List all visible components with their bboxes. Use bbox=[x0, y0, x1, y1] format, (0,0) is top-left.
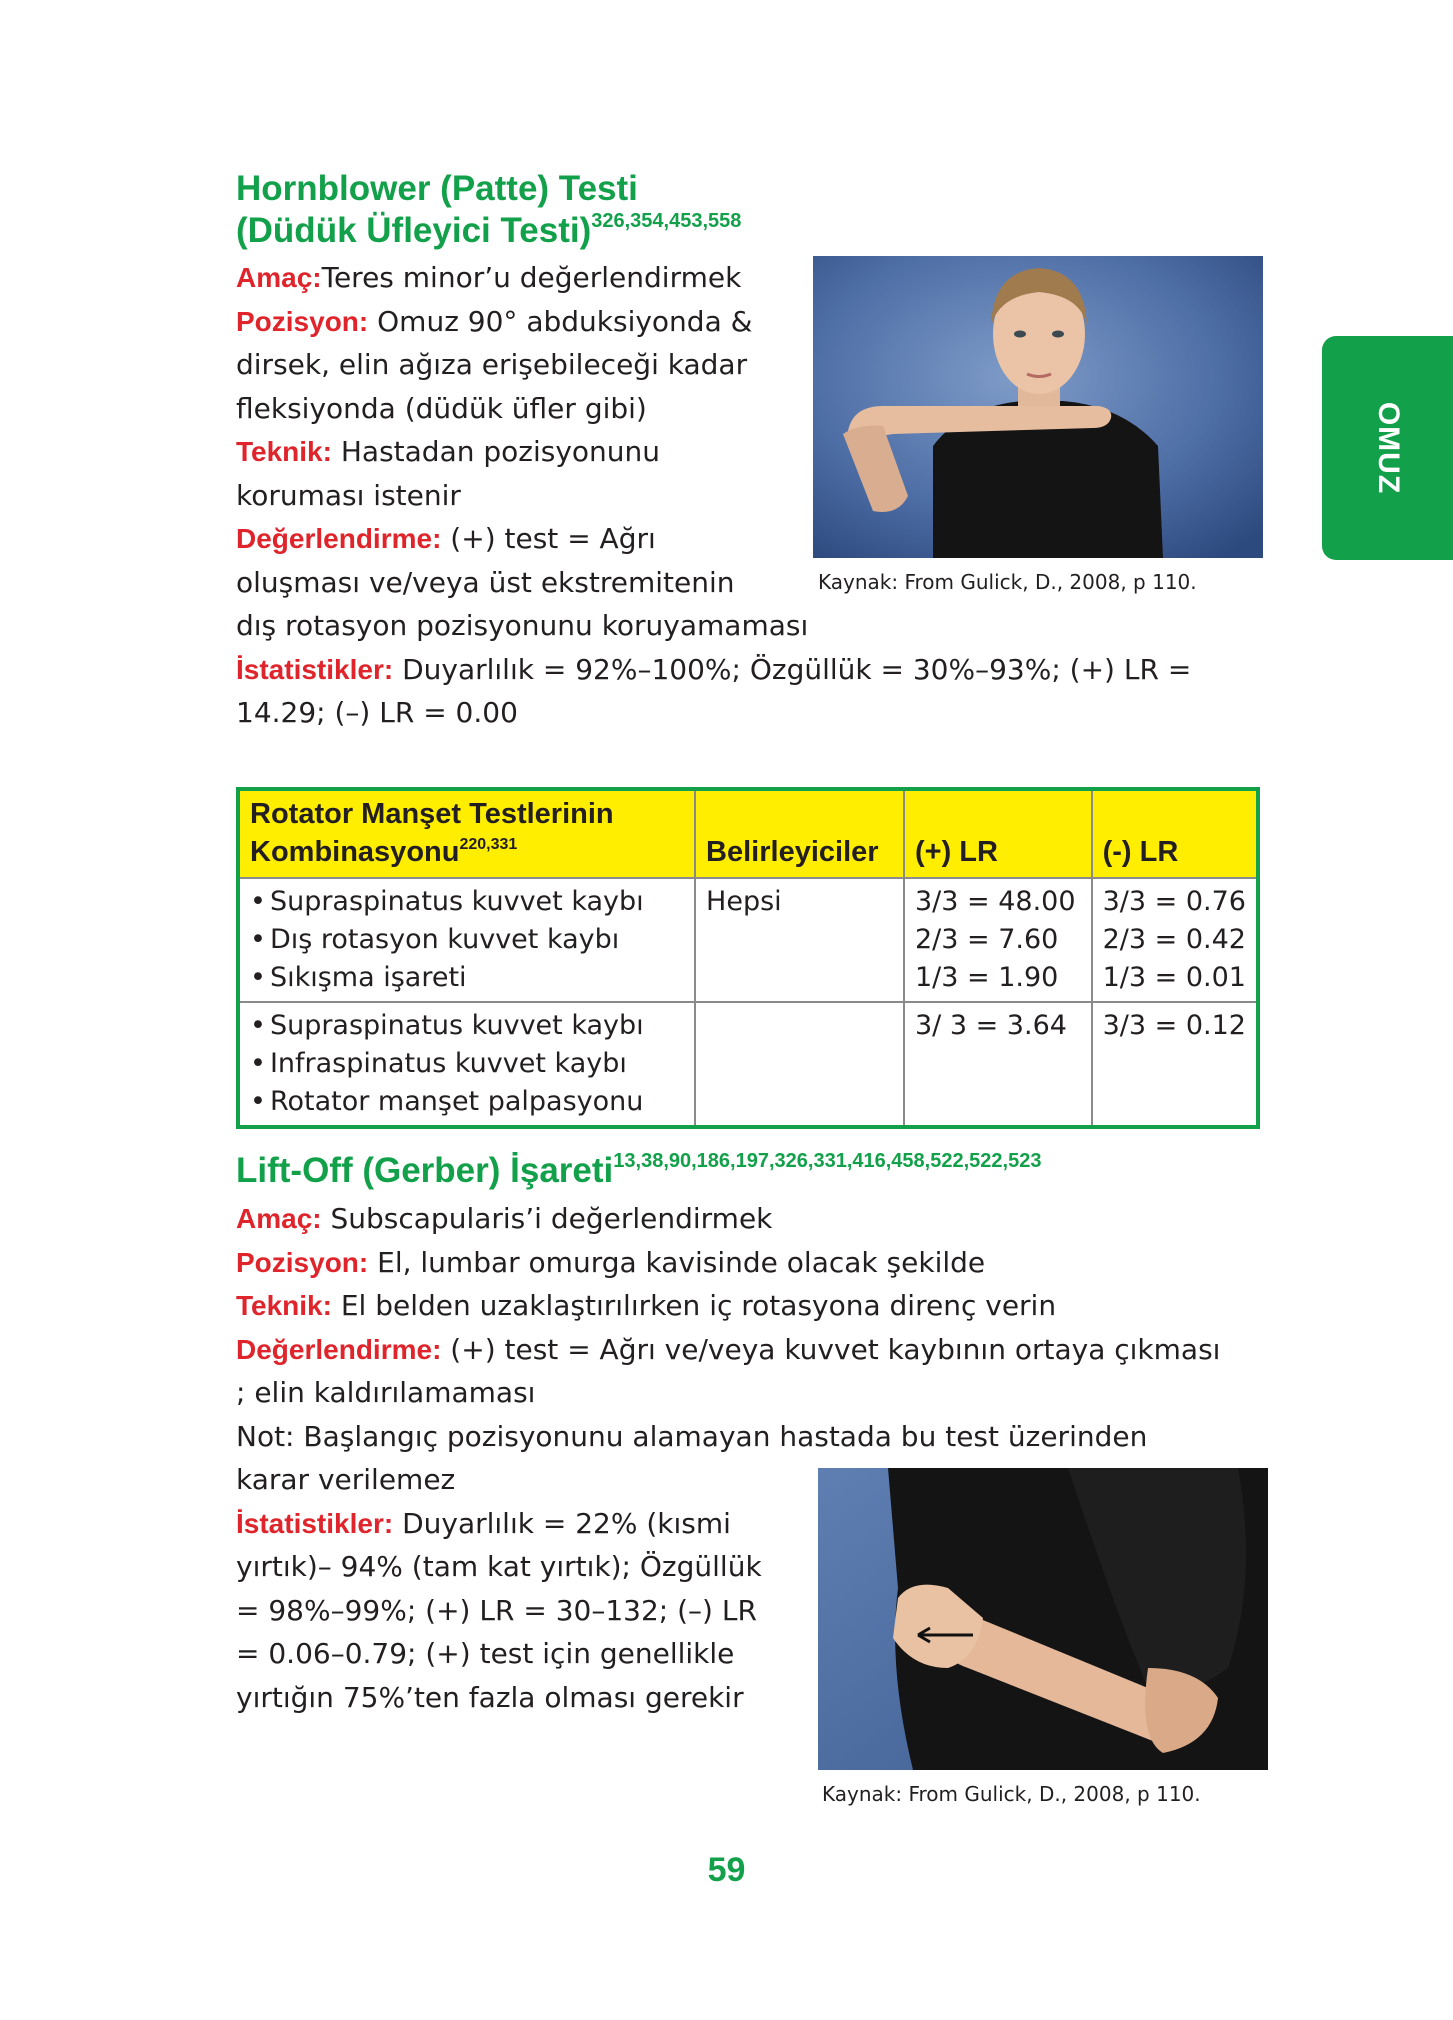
liftoff-refs: 13,38,90,186,197,326,331,416,458,522,522,523 bbox=[613, 1150, 1042, 1172]
table-cell-plus-lr: 3/3 = 48.00 2/3 = 7.60 1/3 = 1.90 bbox=[904, 878, 1092, 1002]
table-header-refs: 220,331 bbox=[459, 836, 518, 853]
table-row bbox=[238, 878, 1258, 1002]
hornblower-photo-illustration bbox=[813, 256, 1263, 558]
lo-pozisyon-text: El, lumbar omurga kavisinde olacak şekilde bbox=[368, 1245, 986, 1279]
lo-pozisyon-line bbox=[236, 1241, 1220, 1285]
list-item: • Dış rotasyon kuvvet kaybı bbox=[250, 921, 684, 959]
table-header-belirleyiciler: Belirleyiciler bbox=[695, 789, 904, 878]
liftoff-photo-illustration bbox=[818, 1468, 1268, 1770]
lo-amac-line bbox=[236, 1197, 1220, 1241]
lo-istatistik-text-2: yırtık)– 94% (tam kat yırtık); Özgüllük bbox=[236, 1550, 762, 1583]
lo-istatistik-text-1: Duyarlılık = 22% (kısmi bbox=[393, 1506, 731, 1540]
lo-degerlendirme-text-1: (+) test = Ağrı ve/veya kuvvet kaybının ortaya çıkması bbox=[441, 1332, 1221, 1366]
lo-amac-label: Amaç: bbox=[236, 1203, 322, 1234]
list-item: • Rotator manşet palpasyonu bbox=[250, 1083, 684, 1121]
pozisyon-text-2: dirsek, elin ağıza erişebileceği kadar bbox=[236, 348, 748, 381]
degerlendirme-label: Değerlendirme: bbox=[236, 523, 442, 554]
degerlendirme-text-1: (+) test = Ağrı bbox=[441, 522, 656, 555]
table-cell-minus-lr: 3/3 = 0.76 2/3 = 0.42 1/3 = 0.01 bbox=[1092, 878, 1258, 1002]
lo-not-text-1: Not: Başlangıç pozisyonunu alamayan hastada bu test üzerinden bbox=[236, 1419, 1148, 1453]
teknik-text-2: koruması istenir bbox=[236, 478, 461, 512]
list-item: • Sıkışma işareti bbox=[250, 959, 684, 997]
pozisyon-text-1: Omuz 90° abduksiyonda & bbox=[368, 304, 753, 338]
lo-teknik-line bbox=[236, 1284, 1220, 1328]
lo-degerlendirme-line bbox=[236, 1328, 1220, 1372]
section-tab-label: OMUZ bbox=[1371, 401, 1405, 495]
table-header-combination: Rotator Manşet Testlerinin Kombinasyonu$^{220,331}$ bbox=[238, 789, 695, 878]
degerlendirme-text-2: oluşması ve/veya üst ekstremitenin bbox=[236, 565, 735, 599]
lo-teknik-label: Teknik: bbox=[236, 1290, 332, 1321]
lo-degerlendirme-label: Değerlendirme: bbox=[236, 1333, 442, 1365]
table-cell-items bbox=[238, 1002, 695, 1127]
section-tab bbox=[1322, 336, 1453, 560]
lo-not-text-2: karar verilemez bbox=[236, 1463, 456, 1496]
hornblower-caption: Kaynak: From Gulick, D., 2008, p 110. bbox=[818, 570, 1197, 594]
amac-text: Teres minor’u değerlendirmek bbox=[321, 261, 742, 294]
istatistik-text-1: Duyarlılık = 92%–100%; Özgüllük = 30%–93%; (+) LR = bbox=[393, 652, 1192, 686]
istatistik-line bbox=[236, 648, 1191, 692]
table-cell-belirleyiciler: Hepsi bbox=[695, 878, 904, 1002]
pozisyon-label: Pozisyon: bbox=[236, 305, 369, 337]
lo-amac-text: Subscapularis’i değerlendirmek bbox=[321, 1202, 773, 1235]
hornblower-refs: 326,354,453,558 bbox=[591, 210, 742, 232]
amac-label: Amaç: bbox=[236, 262, 322, 293]
liftoff-caption: Kaynak: From Gulick, D., 2008, p 110. bbox=[822, 1782, 1201, 1806]
pozisyon-text-3: fleksiyonda (düdük üfler gibi) bbox=[236, 391, 647, 425]
list-item: • Supraspinatus kuvvet kaybı bbox=[250, 883, 684, 921]
istatistik-text-2: 14.29; (–) LR = 0.00 bbox=[236, 696, 518, 729]
lo-istatistik-text-3: = 98%–99%; (+) LR = 30–132; (–) LR bbox=[236, 1593, 757, 1627]
degerlendirme-text-3: dış rotasyon pozisyonunu koruyamaması bbox=[236, 609, 809, 642]
table-cell-plus-lr: 3/ 3 = 3.64 bbox=[904, 1002, 1092, 1127]
rotator-cuff-combination-table bbox=[236, 787, 1260, 1129]
table-header-row bbox=[238, 789, 1258, 878]
table-header-minus-lr: (-) LR bbox=[1092, 789, 1258, 878]
lo-istatistik-text-4: = 0.06–0.79; (+) test için genellikle bbox=[236, 1637, 735, 1670]
liftoff-photo bbox=[818, 1468, 1268, 1770]
lo-pozisyon-label: Pozisyon: bbox=[236, 1246, 369, 1278]
teknik-text-1: Hastadan pozisyonunu bbox=[331, 435, 661, 468]
hornblower-title-line1: Hornblower (Patte) Testi bbox=[236, 169, 638, 208]
hornblower-title bbox=[236, 168, 741, 252]
teknik-label: Teknik: bbox=[236, 436, 332, 467]
hornblower-photo bbox=[813, 256, 1263, 558]
page-number: 59 bbox=[707, 1851, 746, 1889]
lo-teknik-text: El belden uzaklaştırılırken iç rotasyona direnç verin bbox=[331, 1289, 1057, 1322]
istatistik-label: İstatistikler: bbox=[236, 653, 394, 685]
list-item: • Infraspinatus kuvvet kaybı bbox=[250, 1045, 684, 1083]
lo-istatistik-label: İstatistikler: bbox=[236, 1507, 394, 1539]
lo-istatistik-text-5: yırtığın 75%’ten fazla olması gerekir bbox=[236, 1680, 744, 1714]
list-item: • Supraspinatus kuvvet kaybı bbox=[250, 1007, 684, 1045]
table-cell-items bbox=[238, 878, 695, 1002]
liftoff-title bbox=[236, 1150, 1041, 1192]
table-cell-minus-lr: 3/3 = 0.12 bbox=[1102, 1010, 1246, 1041]
hornblower-title-line2: (Düdük Üfleyici Testi) bbox=[236, 211, 592, 250]
lo-degerlendirme-text-2: ; elin kaldırılamaması bbox=[236, 1376, 536, 1409]
table-row bbox=[238, 1002, 1258, 1127]
liftoff-title-text: Lift-Off (Gerber) İşareti bbox=[236, 1151, 614, 1190]
table-cell-belirleyiciler bbox=[695, 1002, 904, 1127]
table-header-plus-lr: (+) LR bbox=[904, 789, 1092, 878]
